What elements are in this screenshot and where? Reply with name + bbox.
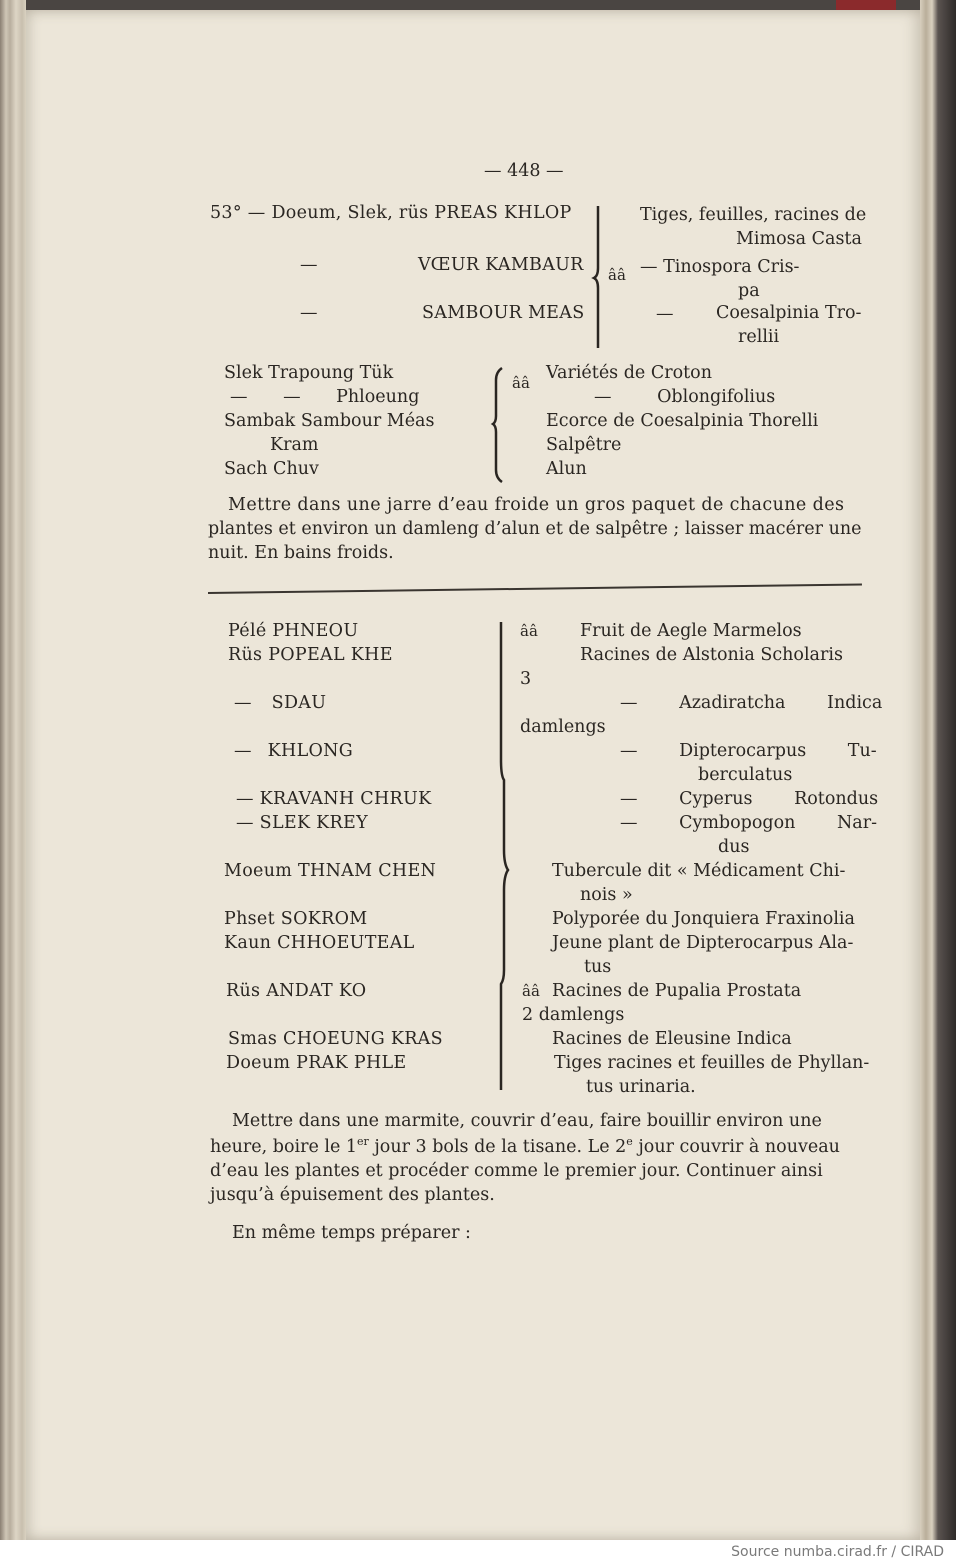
p1-line-3: nuit. En bains froids. xyxy=(208,543,394,563)
p2-line-3: d’eau les plantes et procéder comme le premier jour. Continuer ainsi xyxy=(210,1161,823,1181)
s3-right-2: Racines de Alstonia Scholaris xyxy=(580,645,843,665)
s2-brace xyxy=(492,366,506,484)
s1-line2-left: VŒUR KAMBAUR xyxy=(418,255,584,275)
s3-right-3: — Azadiratcha Indica xyxy=(620,693,883,713)
s2-left-4: Kram xyxy=(270,435,319,455)
s3-left-10: Rüs ANDAT KO xyxy=(226,981,367,1001)
s2-left-5: Sach Chuv xyxy=(224,459,319,479)
s3-right-11: Polyporée du Jonquiera Fraxinolia xyxy=(552,909,855,929)
s3-left-4: — KHLONG xyxy=(234,741,354,761)
s1-line2-right: — Tinospora Cris- xyxy=(640,257,800,277)
s2-aa: ââ xyxy=(512,374,530,392)
s3-right-5: berculatus xyxy=(698,765,793,785)
p2-line-2a: heure, boire le 1 xyxy=(210,1137,358,1157)
s1-aa: ââ xyxy=(608,266,626,284)
s3-left-12: Doeum PRAK PHLE xyxy=(226,1053,407,1073)
s3-left-9: Kaun CHHOEUTEAL xyxy=(224,933,415,953)
s1-line3-left: SAMBOUR MEAS xyxy=(422,303,585,323)
s2-right-4: Salpêtre xyxy=(546,435,622,455)
s1-dash-3: — xyxy=(656,304,674,324)
p2-line-2b: jour 3 bols de la tisane. Le 2 xyxy=(368,1137,627,1157)
s1-line3-right-b: rellii xyxy=(738,327,780,347)
s2-right-3: Ecorce de Coesalpinia Thorelli xyxy=(546,411,819,431)
closing-line: En même temps préparer : xyxy=(232,1223,471,1243)
s3-qty-damlengs: damlengs xyxy=(520,717,606,737)
s2-right-5: Alun xyxy=(546,459,587,479)
s2-left-1: Slek Trapoung Tük xyxy=(224,363,394,383)
s3-right-17: tus urinaria. xyxy=(586,1077,696,1097)
s1-line1-right-b: Mimosa Casta xyxy=(736,229,862,249)
s2-right-1: Variétés de Croton xyxy=(546,363,712,383)
page-number: — 448 — xyxy=(484,161,564,181)
s1-line2-right-b: pa xyxy=(738,281,760,301)
s1-dash-2: — xyxy=(300,303,318,323)
p1-line-1: Mettre dans une jarre d’eau froide un gros paquet de chacune des xyxy=(228,495,845,515)
s1-line3-right: Coesalpinia Tro- xyxy=(716,303,862,323)
s2-right-2: — Oblongifolius xyxy=(594,387,776,407)
p2-line-2 xyxy=(210,1136,840,1160)
s3-right-1: Fruit de Aegle Marmelos xyxy=(580,621,802,641)
s3-qty-aa-1: ââ xyxy=(520,622,538,640)
s3-qty-3: 3 xyxy=(520,669,532,689)
s1-line1-left: 53° — Doeum, Slek, rüs PREAS KHLOP xyxy=(210,203,572,223)
s3-left-5: — KRAVANH CHRUK xyxy=(236,789,432,809)
s1-dash-1: — xyxy=(300,255,318,275)
s3-right-10: nois » xyxy=(580,885,633,905)
page-stack-left xyxy=(0,0,26,1540)
s3-right-14: Racines de Pupalia Prostata xyxy=(552,981,802,1001)
page-edge-right xyxy=(920,0,956,1540)
s3-right-16: Tiges racines et feuilles de Phyllan- xyxy=(554,1053,870,1073)
s3-right-15: Racines de Eleusine Indica xyxy=(552,1029,792,1049)
p2-sup-er: er xyxy=(357,1135,369,1148)
s3-left-8: Phset SOKROM xyxy=(224,909,368,929)
s1-brace xyxy=(592,204,606,350)
s3-right-12: Jeune plant de Dipterocarpus Ala- xyxy=(552,933,854,953)
s3-left-2: Rüs POPEAL KHE xyxy=(228,645,393,665)
s3-left-7: Moeum THNAM CHEN xyxy=(224,861,437,881)
s3-right-9: Tubercule dit « Médicament Chi- xyxy=(552,861,846,881)
s3-left-11: Smas CHOEUNG KRAS xyxy=(228,1029,443,1049)
s3-left-6: — SLEK KREY xyxy=(236,813,368,833)
s2-left-3: Sambak Sambour Méas xyxy=(224,411,435,431)
p1-line-2: plantes et environ un damleng d’alun et de salpêtre ; laisser macérer une xyxy=(208,519,862,539)
p2-line-4: jusqu’à épuisement des plantes. xyxy=(210,1185,495,1205)
s3-right-6: — Cyperus Rotondus xyxy=(620,789,879,809)
s3-right-7: — Cymbopogon Nar- xyxy=(620,813,878,833)
s3-right-4: — Dipterocarpus Tu- xyxy=(620,741,877,761)
s3-qty-2-damlengs: 2 damlengs xyxy=(522,1005,625,1025)
p2-sup-e: e xyxy=(626,1135,633,1148)
s1-line1-right: Tiges, feuilles, racines de xyxy=(640,205,867,225)
p2-line-1: Mettre dans une marmite, couvrir d’eau, faire bouillir environ une xyxy=(232,1111,822,1131)
s3-left-3: — SDAU xyxy=(234,693,327,713)
s3-qty-aa-2: ââ xyxy=(522,982,540,1000)
s2-left-2: — — Phloeung xyxy=(230,387,420,407)
p2-line-2c: jour couvrir à nouveau xyxy=(632,1137,840,1157)
s3-right-13: tus xyxy=(584,957,612,977)
source-credit: Source numba.cirad.fr / CIRAD xyxy=(731,1544,944,1560)
s3-right-8: dus xyxy=(718,837,750,857)
s3-left-1: Pélé PHNEOU xyxy=(228,621,359,641)
s3-brace xyxy=(498,620,512,1094)
